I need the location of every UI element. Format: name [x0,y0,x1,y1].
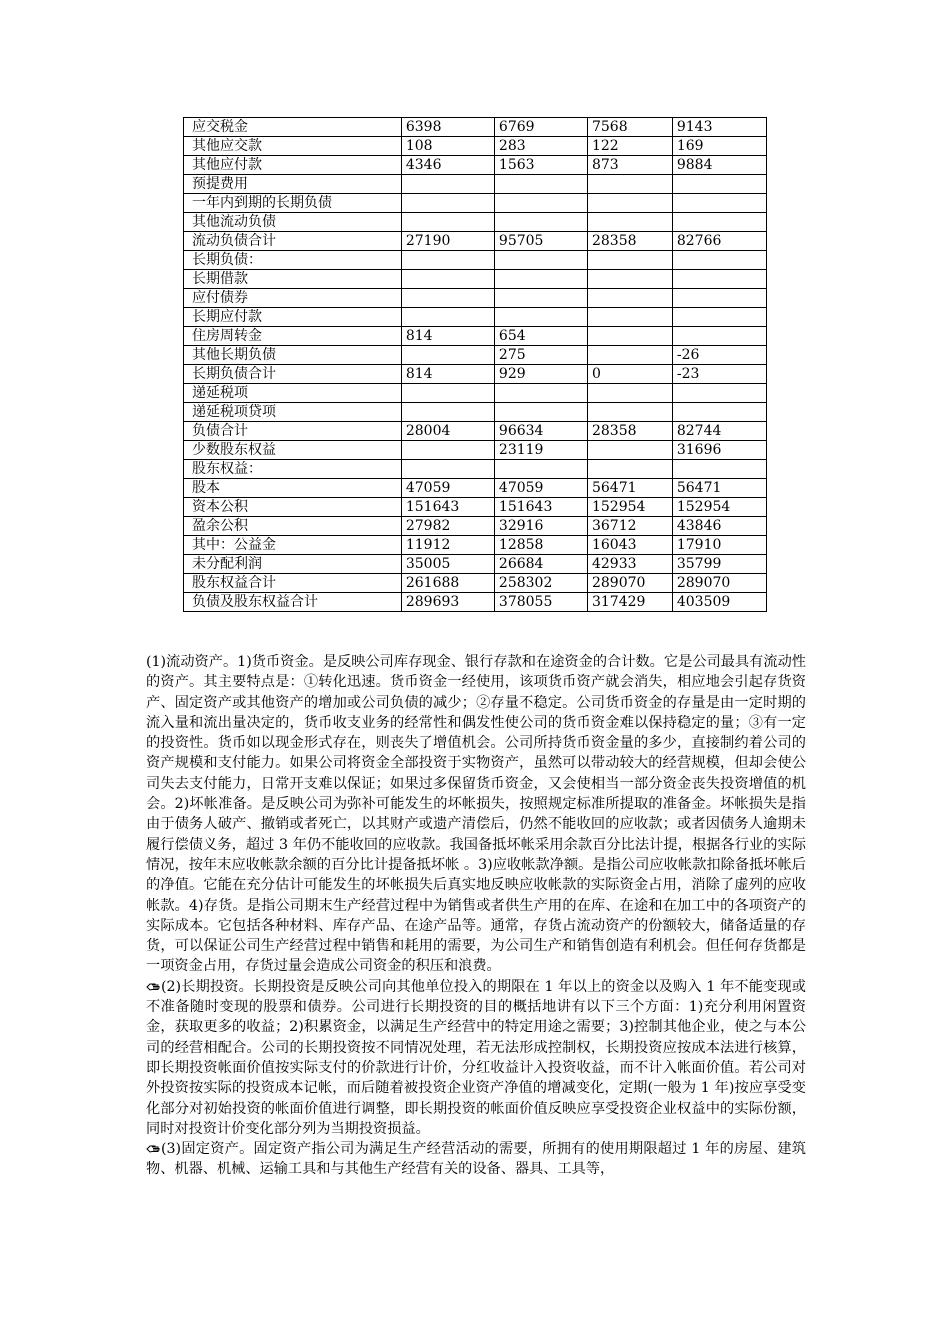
value-cell: 35799 [672,555,766,574]
row-label-cell: 长期借款 [184,270,402,289]
row-label-cell: 流动负债合计 [184,232,402,251]
value-cell [587,384,672,403]
value-cell: 289070 [672,574,766,593]
value-cell [587,403,672,422]
value-cell: 1563 [494,156,587,175]
table-row [184,137,767,156]
row-label-cell: 其他流动负债 [184,213,402,232]
value-cell [587,213,672,232]
row-label-cell: 住房周转金 [184,327,402,346]
value-cell [672,251,766,270]
value-cell [401,346,494,365]
row-label-cell: 少数股东权益 [184,441,402,460]
value-cell: 151643 [494,498,587,517]
table-row [184,422,767,441]
table-row [184,536,767,555]
value-cell: 27190 [401,232,494,251]
value-cell: 814 [401,327,494,346]
value-cell: 42933 [587,555,672,574]
table-row [184,517,767,536]
value-cell [494,308,587,327]
row-label-cell: 股东权益： [184,460,402,479]
value-cell: 275 [494,346,587,365]
table-body [184,118,767,612]
table-row [184,118,767,137]
paragraph [146,652,806,977]
value-cell: 27982 [401,517,494,536]
row-label-cell: 长期负债合计 [184,365,402,384]
value-cell [401,251,494,270]
value-cell [401,441,494,460]
paragraph [146,977,806,1139]
balance-sheet-table [183,117,767,612]
value-cell: 654 [494,327,587,346]
table-row [184,441,767,460]
table-row [184,555,767,574]
row-label-cell: 递延税项贷项 [184,403,402,422]
value-cell [401,384,494,403]
value-cell [672,213,766,232]
value-cell [672,270,766,289]
row-label-cell: 资本公积 [184,498,402,517]
value-cell: 32916 [494,517,587,536]
value-cell: 929 [494,365,587,384]
row-label-cell: 负债及股东权益合计 [184,593,402,612]
paragraph-text: (3)固定资产。固定资产指公司为满足生产经营活动的需要，所拥有的使用期限超过 1 年的房屋、建筑物、机器、机械、运输工具和与其他生产经营有关的设备、器具、工具等， [146,1141,806,1178]
value-cell: 151643 [401,498,494,517]
row-label-cell: 应付债券 [184,289,402,308]
value-cell: 108 [401,137,494,156]
value-cell: 289070 [587,574,672,593]
table-row [184,384,767,403]
table-row [184,251,767,270]
hand-pointer-icon [146,1140,160,1150]
value-cell [672,403,766,422]
value-cell [401,289,494,308]
value-cell: 96634 [494,422,587,441]
row-label-cell: 预提费用 [184,175,402,194]
value-cell: 26684 [494,555,587,574]
row-label-cell: 长期应付款 [184,308,402,327]
row-label-cell: 一年内到期的长期负债 [184,194,402,213]
value-cell: 16043 [587,536,672,555]
value-cell: 261688 [401,574,494,593]
value-cell: 122 [587,137,672,156]
value-cell [494,270,587,289]
value-cell [494,175,587,194]
table-row [184,403,767,422]
value-cell: 17910 [672,536,766,555]
value-cell [587,346,672,365]
row-label-cell: 长期负债： [184,251,402,270]
value-cell [401,175,494,194]
value-cell [672,194,766,213]
value-cell [494,403,587,422]
value-cell [494,251,587,270]
value-cell [494,384,587,403]
value-cell: 9884 [672,156,766,175]
value-cell: 47059 [494,479,587,498]
table-row [184,346,767,365]
value-cell [587,441,672,460]
value-cell [587,308,672,327]
value-cell [672,327,766,346]
table-row [184,498,767,517]
hand-pointer-icon [146,978,160,988]
value-cell [401,460,494,479]
value-cell: 873 [587,156,672,175]
value-cell [672,175,766,194]
value-cell: 403509 [672,593,766,612]
value-cell: 152954 [587,498,672,517]
value-cell: 31696 [672,441,766,460]
value-cell: 56471 [672,479,766,498]
value-cell [587,460,672,479]
value-cell [587,175,672,194]
paragraph-text: (2)长期投资。长期投资是反映公司向其他单位投入的期限在 1 年以上的资金以及购入 1 年不能变现或不准备随时变现的股票和债券。公司进行长期投资的目的概括地讲有以下三个方面：1)充分利用闲置资金，获取更多的收益；2)积累资金，以满足生产经营中的特定用途之需要；3)控制其他企业，使之与本公司的经营相配合。公司的长期投资按不同情况处理，若无法形成控制权，长期投资应按成本法进行核算，即长期投资帐面价值按实际支付的价款进行计价，分红收益计入投资收益，而不计入帐面价值。若公司对外投资按实际的投资成本记帐，而后随着被投资企业资产净值的增减变化，定期(一般为 1 年)按应享受变化部分对初始投资的帐面价值进行调整，即长期投资的帐面价值反映应享受投资企业权益中的实际份额，同时对投资计价变化部分列为当期投资损益。 [146,978,806,1137]
value-cell: 11912 [401,536,494,555]
value-cell: 82744 [672,422,766,441]
row-label-cell: 负债合计 [184,422,402,441]
value-cell: 35005 [401,555,494,574]
value-cell: 82766 [672,232,766,251]
row-label-cell: 盈余公积 [184,517,402,536]
row-label-cell: 股东权益合计 [184,574,402,593]
value-cell: 47059 [401,479,494,498]
table-row [184,593,767,612]
row-label-cell: 未分配利润 [184,555,402,574]
value-cell: 7568 [587,118,672,137]
table-row [184,289,767,308]
paragraph [146,1139,806,1180]
table-row [184,365,767,384]
value-cell: 378055 [494,593,587,612]
value-cell [494,213,587,232]
value-cell [672,384,766,403]
value-cell [401,270,494,289]
value-cell: 814 [401,365,494,384]
table-row [184,327,767,346]
value-cell: 95705 [494,232,587,251]
value-cell [587,327,672,346]
value-cell [672,289,766,308]
value-cell: 12858 [494,536,587,555]
value-cell: -23 [672,365,766,384]
value-cell [401,308,494,327]
value-cell [587,194,672,213]
row-label-cell: 递延税项 [184,384,402,403]
row-label-cell: 股本 [184,479,402,498]
value-cell: 23119 [494,441,587,460]
table-row [184,194,767,213]
value-cell [494,289,587,308]
value-cell: 289693 [401,593,494,612]
value-cell [401,194,494,213]
value-cell: 0 [587,365,672,384]
row-label-cell: 应交税金 [184,118,402,137]
table-row [184,308,767,327]
table-row [184,479,767,498]
value-cell: -26 [672,346,766,365]
table-row [184,232,767,251]
row-label-cell: 其中：公益金 [184,536,402,555]
paragraph-text: (1)流动资产。1)货币资金。是反映公司库存现金、银行存款和在途资金的合计数。它是公司最具有流动性的资产。其主要特点是：①转化迅速。货币资金一经使用，该项货币资产就会消失，相应地会引起存货资产、固定资产或其他资产的增加或公司负债的减少；②存量不稳定。公司货币资金的存量是由一定时期的流入量和流出量决定的，货币收支业务的经常性和偶发性使公司的货币资金难以保持稳定的量；③有一定的投资性。货币如以现金形式存在，则丧失了增值机会。公司所持货币资金量的多少，直接制约着公司的资产规模和支付能力。如果公司将资金全部投资于实物资产，虽然可以带动较大的经营规模，但却会使公司失去支付能力，日常开支难以保证；如果过多保留货币资金，又会使相当一部分资金丧失投资增值的机会。2)坏帐准备。是反映公司为弥补可能发生的坏帐损失，按照规定标准所提取的准备金。坏帐损失是指由于债务人破产、撤销或者死亡，以其财产或遗产清偿后，仍然不能收回的应收款；或者因债务人逾期未履行偿债义务，超过 3 年仍不能收回的应收款。我国备抵坏帐采用余款百分比法计提，根据各行业的实际情况，按年末应收帐款余额的百分比计提备抵坏帐 。3)应收帐款净额。是指公司应收帐款扣除备抵坏帐后的净值。它能在充分估计可能发生的坏帐损失后真实地反映应收帐款的实际资金占用，消除了虚列的应收帐款。4)存货。是指公司期末生产经营过程中为销售或者供生产用的在库、在途和在加工中的各项资产的实际成本。它包括各种材料、库存产品、在途产品等。通常，存货占流动资产的份额较大，储备适量的存货，可以保证公司生产经营过程中销售和耗用的需要，为公司生产和销售创造有利机会。但任何存货都是一项资金占用，存货过量会造成公司资金的积压和浪费。 [146,654,806,975]
value-cell: 36712 [587,517,672,536]
table-row [184,574,767,593]
value-cell: 43846 [672,517,766,536]
value-cell [401,213,494,232]
table-row [184,270,767,289]
value-cell: 152954 [672,498,766,517]
value-cell [587,289,672,308]
table-row [184,460,767,479]
value-cell: 317429 [587,593,672,612]
value-cell [672,308,766,327]
table-row [184,175,767,194]
value-cell: 169 [672,137,766,156]
value-cell [494,460,587,479]
value-cell: 28358 [587,422,672,441]
value-cell: 283 [494,137,587,156]
row-label-cell: 其他应交款 [184,137,402,156]
value-cell: 4346 [401,156,494,175]
value-cell [587,270,672,289]
value-cell: 6398 [401,118,494,137]
value-cell: 258302 [494,574,587,593]
value-cell: 28004 [401,422,494,441]
value-cell [587,251,672,270]
value-cell: 6769 [494,118,587,137]
value-cell [401,403,494,422]
table-row [184,213,767,232]
value-cell: 9143 [672,118,766,137]
value-cell [494,194,587,213]
value-cell: 28358 [587,232,672,251]
value-cell: 56471 [587,479,672,498]
body-text [146,652,806,1180]
row-label-cell: 其他应付款 [184,156,402,175]
value-cell [672,460,766,479]
table-row [184,156,767,175]
row-label-cell: 其他长期负债 [184,346,402,365]
